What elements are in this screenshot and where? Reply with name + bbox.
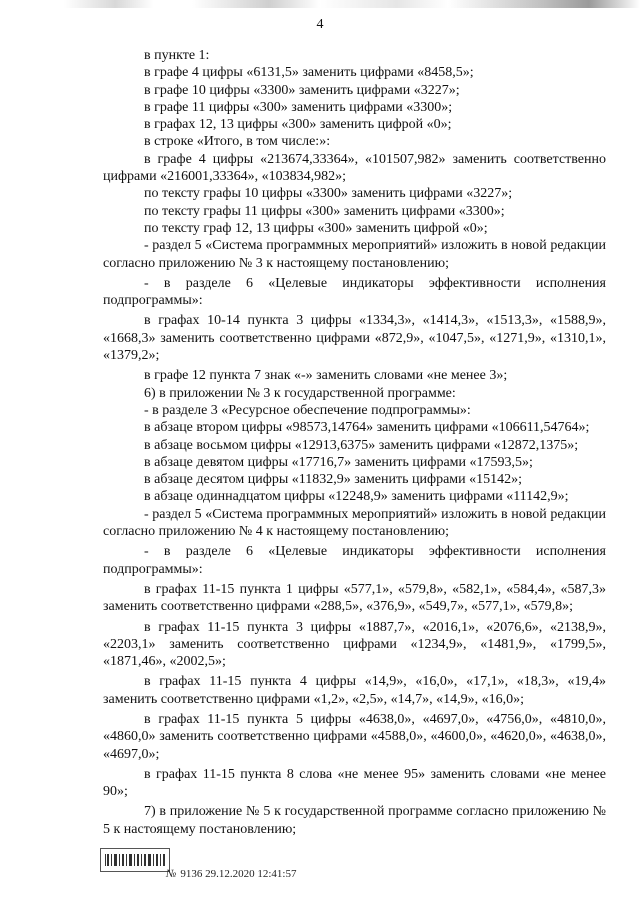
paragraph: - в разделе 3 «Ресурсное обеспечение подпрограммы»: [144, 402, 471, 418]
paragraph: - в разделе 6 «Целевые индикаторы эффективности исполнения подпрограммы»: [103, 275, 606, 309]
paragraph: в графе 12 пункта 7 знак «-» заменить словами «не менее 3»; [144, 368, 508, 384]
paragraph: в графах 11-15 пункта 4 цифры «14,9», «16,0», «17,1», «18,3», «19,4» заменить соответственно цифрами «1,2», «2,5», «14,7», «14,9», «16,0»; [103, 674, 606, 707]
paragraph: в абзаце втором цифры «98573,14764» заменить цифрами «106611,54764»; [144, 420, 590, 436]
registration-line [166, 868, 297, 880]
paragraph: в графах 12, 13 цифры «300» заменить цифрой «0»; [144, 117, 452, 133]
document-body [103, 47, 606, 838]
paragraph: в графах 11-15 пункта 3 цифры «1887,7», «2016,1», «2076,6», «2138,9», «2203,1» заменить соответственно цифрами «1234,9», «1481,9», «1799,5», «1871,46», «2002,5»; [103, 619, 606, 670]
paragraph: в графе 11 цифры «300» заменить цифрами «3300»; [144, 99, 453, 115]
paragraph: в графах 11-15 пункта 5 цифры «4638,0», «4697,0», «4756,0», «4810,0», «4860,0» заменить соответственно цифрами «4588,0», «4600,0», «4620,0», «4638,0», «4697,0»; [103, 711, 606, 762]
paragraph: в графе 4 цифры «6131,5» заменить цифрами «8458,5»; [144, 65, 474, 81]
barcode-stamp [100, 848, 170, 872]
barcode-icon [104, 852, 166, 868]
paragraph: - раздел 5 «Система программных мероприятий» изложить в новой редакции согласно приложению № 4 к настоящему постановлению; [103, 506, 606, 540]
registration-number-sign: № [166, 868, 177, 880]
paragraph: в графах 11-15 пункта 1 цифры «577,1», «579,8», «582,1», «584,4», «587,3» заменить соответственно цифрами «288,5», «376,9», «549,7», «577,1», «579,8»; [103, 581, 606, 615]
paragraph: в абзаце одиннадцатом цифры «12248,9» заменить цифрами «11142,9»; [144, 489, 569, 505]
paragraph: по тексту графы 10 цифры «3300» заменить цифрами «3227»; [144, 186, 513, 202]
scan-edge-artifact [0, 0, 640, 8]
paragraph: по тексту граф 12, 13 цифры «300» заменить цифрой «0»; [144, 220, 488, 236]
paragraph: в пункте 1: [144, 48, 210, 63]
paragraph: по тексту графы 11 цифры «300» заменить цифрами «3300»; [144, 203, 505, 219]
paragraph: в строке «Итого, в том числе:»: [144, 134, 331, 150]
paragraph: в абзаце десятом цифры «11832,9» заменить цифрами «15142»; [144, 472, 523, 488]
registration-number: 9136 29.12.2020 12:41:57 [180, 868, 297, 880]
paragraph: в абзаце девятом цифры «17716,7» заменить цифрами «17593,5»; [144, 454, 533, 470]
paragraph: в абзаце восьмом цифры «12913,6375» заменить цифрами «12872,1375»; [144, 437, 579, 453]
paragraph: в графах 11-15 пункта 8 слова «не менее 95» заменить словами «не менее 90»; [103, 766, 606, 800]
page-number: 4 [316, 17, 324, 32]
paragraph: в графе 10 цифры «3300» заменить цифрами «3227»; [144, 82, 460, 98]
paragraph: - раздел 5 «Система программных мероприятий» изложить в новой редакции согласно приложению № 3 к настоящему постановлению; [103, 238, 606, 271]
paragraph: в графах 10-14 пункта 3 цифры «1334,3», «1414,3», «1513,3», «1588,9», «1668,3» заменить соответственно цифрами «872,9», «1047,5», «1271,9», «1310,1», «1379,2»; [103, 313, 606, 364]
paragraph: в графе 4 цифры «213674,33364», «101507,982» заменить соответственно цифрами «216001,33364», «103834,982»; [103, 151, 606, 185]
paragraph: 6) в приложении № 3 к государственной программе: [144, 385, 456, 401]
paragraph: 7) в приложение № 5 к государственной программе согласно приложению № 5 к настоящему постановлению; [103, 804, 606, 837]
paragraph: - в разделе 6 «Целевые индикаторы эффективности исполнения подпрограммы»: [103, 544, 606, 577]
